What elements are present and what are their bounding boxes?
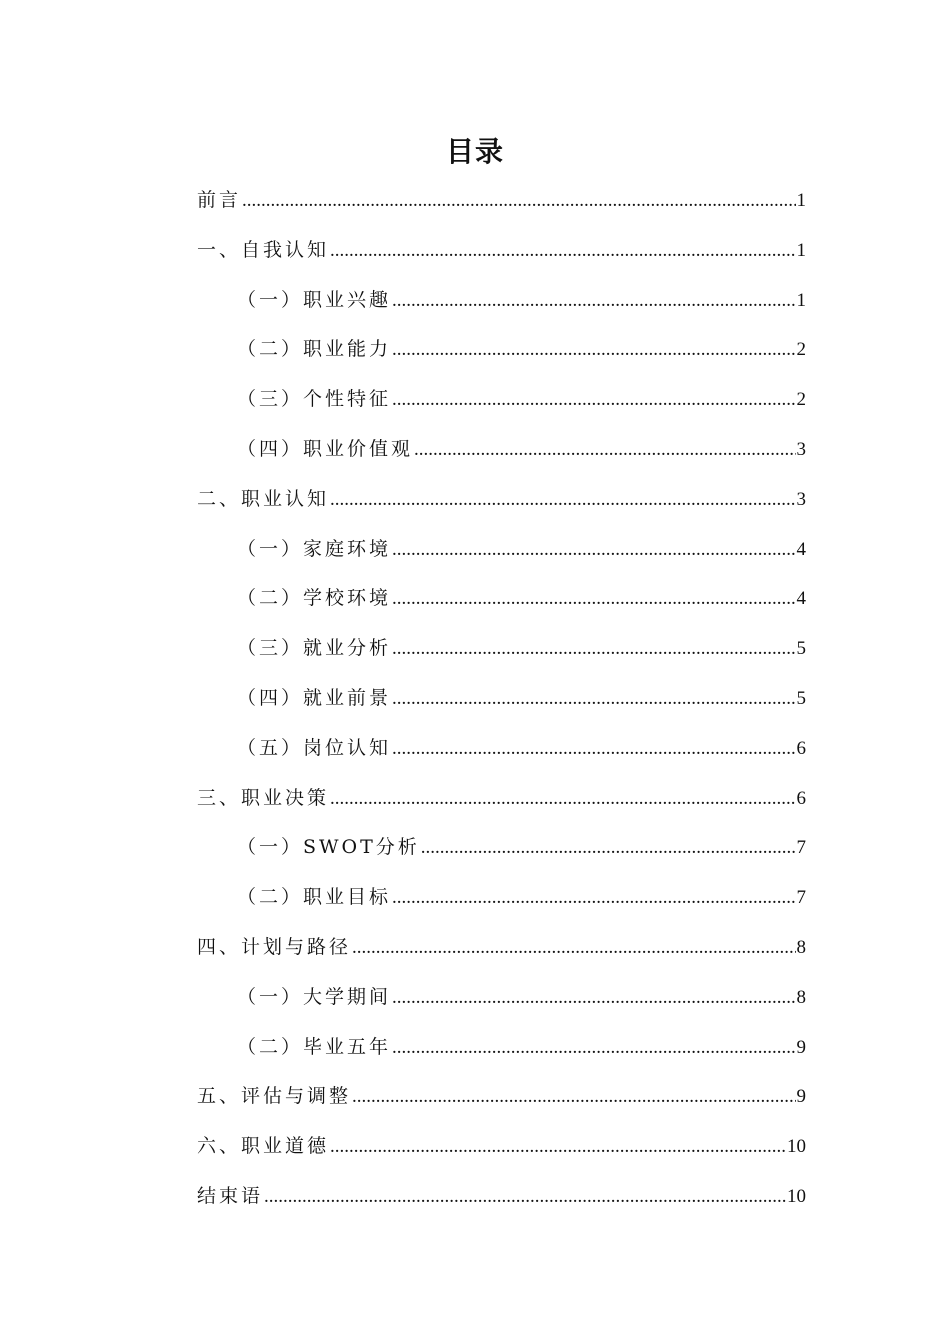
toc-dot-leader [242,181,795,221]
toc-dot-leader [392,679,795,719]
toc-entry[interactable] [197,1076,806,1126]
toc-entry-label: 五、评估与调整 [197,1085,352,1108]
toc-dot-leader [392,629,795,669]
toc-dot-leader [414,430,795,470]
toc-entry[interactable] [197,877,806,927]
toc-entry-label: 二、职业认知 [197,487,330,510]
toc-dot-leader [330,480,795,520]
toc-page-number: 5 [796,638,806,660]
toc-entry[interactable] [197,927,806,977]
toc-entry-label: （一）SWOT分析 [237,836,420,859]
toc-entry[interactable] [197,1176,806,1226]
toc-page-number: 10 [787,1136,806,1158]
toc-entry-label: （一）家庭环境 [237,537,392,560]
toc-entry-label: （三）就业分析 [237,637,392,660]
toc-entry-label: 前言 [197,189,242,211]
toc-entry[interactable] [197,1126,806,1176]
toc-entry-label: 六、职业道德 [197,1135,330,1158]
toc-dot-leader [392,330,795,370]
toc-page-number: 2 [796,339,806,361]
toc-page-number: 6 [796,737,806,759]
toc-dot-leader [392,579,795,619]
toc-entry-label: （一）职业兴趣 [237,288,392,311]
toc-dot-leader [330,1127,786,1167]
toc-entry-label: 一、自我认知 [197,238,330,261]
toc-dot-leader [392,530,795,570]
toc-entry[interactable] [197,379,806,429]
toc-page-number: 1 [796,190,806,211]
toc-page-number: 3 [796,488,806,510]
toc-dot-leader [330,779,795,819]
toc-entry-label: （五）岗位认知 [237,736,392,759]
toc-entry[interactable] [197,678,806,728]
toc-list [197,180,806,1226]
toc-page-number: 8 [796,936,806,958]
toc-dot-leader [264,1177,786,1217]
toc-entry[interactable] [197,329,806,379]
toc-entry-label: 三、职业决策 [197,786,330,809]
toc-entry-label: （四）职业价值观 [237,437,414,460]
toc-entry-label: （二）学校环境 [237,587,392,610]
toc-page-number: 9 [796,1086,806,1108]
toc-entry[interactable] [197,529,806,579]
toc-dot-leader [392,281,795,321]
toc-dot-leader [392,729,795,769]
toc-dot-leader [352,928,795,968]
toc-page-number: 6 [796,787,806,809]
toc-entry[interactable] [197,578,806,628]
toc-page-number: 7 [796,887,806,909]
toc-page-number: 9 [796,1036,806,1058]
toc-entry[interactable] [197,628,806,678]
toc-entry-label: （一）大学期间 [237,985,392,1008]
toc-entry-label: （二）毕业五年 [237,1035,392,1058]
toc-entry[interactable] [197,479,806,529]
toc-dot-leader [421,828,796,868]
toc-entry-label: 四、计划与路径 [197,935,352,958]
toc-page-number: 5 [796,687,806,709]
toc-dot-leader [392,1028,795,1068]
toc-entry-label: （二）职业目标 [237,886,392,909]
toc-entry[interactable] [197,977,806,1027]
toc-page-number: 3 [796,438,806,460]
toc-entry[interactable] [197,280,806,330]
toc-dot-leader [392,878,795,918]
toc-entry[interactable] [197,180,806,230]
toc-entry[interactable] [197,429,806,479]
toc-page-number: 8 [796,986,806,1008]
toc-entry[interactable] [197,230,806,280]
toc-title: 目录 [445,135,504,168]
toc-entry-label: （二）职业能力 [237,338,392,361]
toc-page-number: 7 [796,837,806,859]
toc-dot-leader [392,978,795,1018]
toc-page-number: 2 [796,389,806,411]
toc-entry-label: （四）就业前景 [237,686,392,709]
toc-entry[interactable] [197,827,806,877]
toc-entry[interactable] [197,778,806,828]
toc-entry[interactable] [197,1027,806,1077]
toc-dot-leader [392,380,795,420]
toc-entry[interactable] [197,728,806,778]
toc-page-number: 10 [787,1185,806,1207]
toc-dot-leader [330,231,795,271]
toc-page-number: 4 [796,538,806,560]
toc-page-number: 4 [796,588,806,610]
toc-page-number: 1 [796,289,806,311]
toc-dot-leader [352,1077,795,1117]
toc-entry-label: （三）个性特征 [237,388,392,411]
toc-page-number: 1 [796,239,806,261]
toc-entry-label: 结束语 [197,1184,264,1207]
